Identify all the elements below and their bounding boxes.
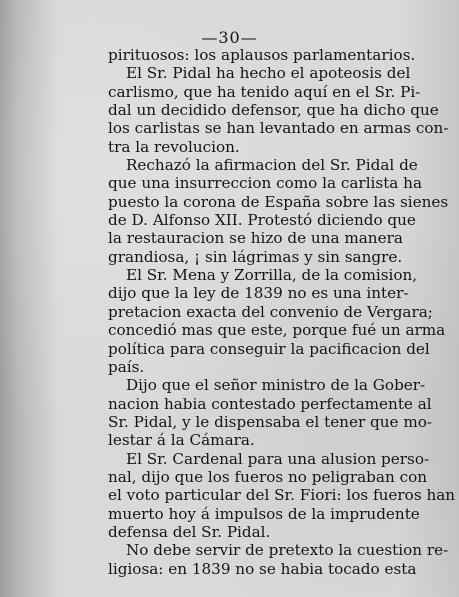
text-line — [108, 431, 412, 449]
text-line — [108, 321, 446, 340]
text-line — [108, 192, 449, 211]
text-line — [108, 119, 449, 138]
text-line-content: tra la revolucion. — [108, 137, 240, 156]
text-line-content: lestar á la Cámara. — [108, 431, 255, 450]
text-line — [108, 284, 412, 302]
text-line — [108, 394, 432, 413]
text-line — [108, 339, 430, 358]
text-line-content: concedió mas que este, porque fué un arma — [108, 321, 446, 340]
text-line — [108, 358, 412, 376]
text-line-content: No debe servir de pretexto la cuestion re- — [126, 541, 449, 560]
text-line-content: la restauracion se hizo de una manera — [108, 229, 403, 248]
body-text — [108, 46, 456, 578]
text-line-content: nal, dijo que los fueros no peligraban con — [108, 467, 427, 486]
text-line — [108, 559, 417, 578]
text-line — [108, 248, 412, 266]
text-line-content: pretacion exacta del convenio de Vergara; — [108, 302, 433, 321]
text-line — [108, 174, 423, 193]
text-line — [108, 82, 421, 101]
text-line — [108, 541, 449, 560]
text-line — [108, 266, 418, 285]
text-line-content: Dijo que el señor ministro de la Gober- — [126, 376, 426, 395]
text-line — [108, 504, 420, 523]
text-line-content: nacion habia contestado perfectamente al — [108, 394, 432, 413]
text-line-content: el voto particular del Sr. Fiori: los fueros han — [108, 486, 456, 505]
text-line — [108, 523, 412, 541]
text-line-content: puesto la corona de España sobre las sienes — [108, 192, 449, 211]
text-line — [108, 211, 416, 230]
text-line-content: El Sr. Mena y Zorrilla, de la comision, — [126, 266, 418, 285]
text-line — [108, 302, 433, 321]
text-line-content: ligiosa: en 1839 no se habia tocado esta — [108, 559, 417, 578]
text-line-content: pirituosos: los aplausos parlamentarios. — [108, 46, 416, 64]
text-line — [108, 376, 426, 395]
text-line-content: muerto hoy á impulsos de la imprudente — [108, 504, 420, 523]
text-line-content: dal un decidido defensor, que ha dicho que — [108, 101, 439, 120]
text-line — [108, 229, 412, 247]
text-line-content: que una insurreccion como la carlista ha — [108, 174, 423, 193]
text-line — [108, 101, 439, 120]
text-line — [108, 412, 433, 431]
text-line-content: El Sr. Cardenal para una alusion perso- — [126, 449, 430, 468]
text-line-content: de D. Alfonso XII. Protestó diciendo que — [108, 211, 416, 230]
text-line-content: grandiosa, ¡ sin lágrimas y sin sangre. — [108, 247, 403, 266]
text-line — [108, 138, 412, 156]
text-line — [108, 46, 416, 64]
text-line-content: El Sr. Pidal ha hecho el apoteosis del — [126, 64, 411, 83]
text-line-content: defensa del Sr. Pidal. — [108, 522, 271, 541]
text-line-content: Sr. Pidal, y le dispensaba el tener que mo- — [108, 412, 433, 431]
text-line — [108, 467, 427, 486]
text-line — [108, 64, 412, 82]
text-line-content: país. — [108, 357, 145, 376]
page-number: —30— — [201, 28, 258, 47]
text-line-content: carlismo, que ha tenido aquí en el Sr. Pi- — [108, 82, 421, 101]
text-line — [108, 486, 456, 505]
text-line-content: dijo que la ley de 1839 no es una inter- — [108, 284, 409, 303]
text-line-content: Rechazó la afirmacion del Sr. Pidal de — [126, 156, 418, 175]
text-line — [108, 156, 418, 175]
text-line-content: los carlistas se han levantado en armas con- — [108, 119, 449, 138]
text-line — [108, 449, 430, 468]
text-line-content: política para conseguir la pacificacion del — [108, 339, 430, 358]
